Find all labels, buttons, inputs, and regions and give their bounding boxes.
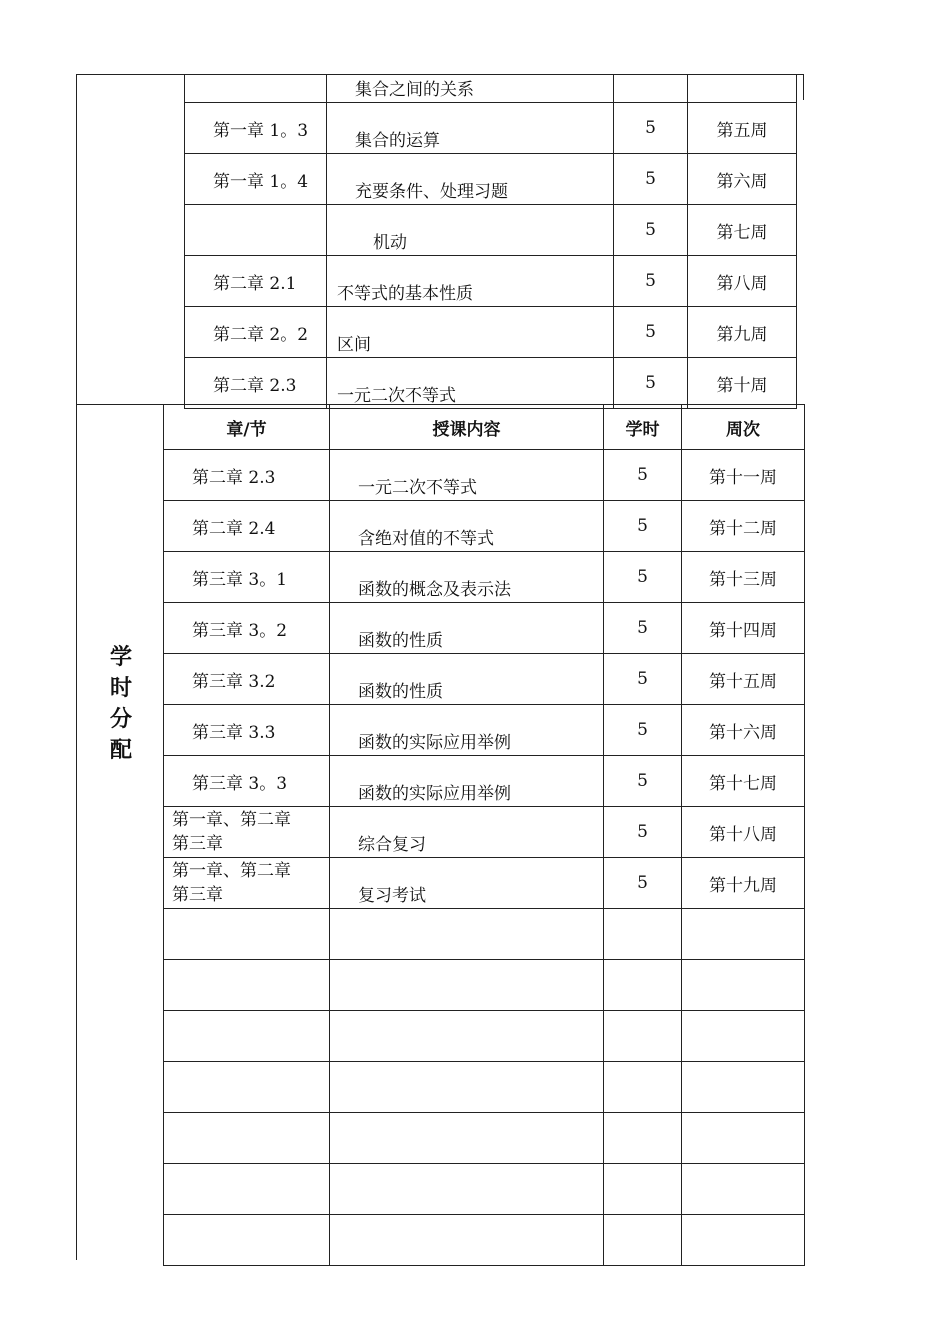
- cell-week: 第十七周: [682, 756, 805, 807]
- cell-chapter: 第一章 1。4: [185, 154, 327, 205]
- cell-chapter: 第三章 3。1: [164, 552, 330, 603]
- cell-week: 第九周: [688, 307, 797, 358]
- cell-chapter: 第二章 2.3: [185, 358, 327, 409]
- top-right-stub-vertical: [803, 74, 804, 100]
- cell-week: [682, 1164, 805, 1215]
- table-row: [164, 1113, 805, 1164]
- cell-hours: 5: [604, 858, 682, 909]
- cell-week: 第十四周: [682, 603, 805, 654]
- cell-week: 第五周: [688, 103, 797, 154]
- table-row: [164, 858, 805, 909]
- cell-chapter: [164, 1062, 330, 1113]
- table-row: [185, 358, 797, 409]
- table-row: [164, 501, 805, 552]
- table-row: [164, 603, 805, 654]
- cell-topic: 机动: [327, 205, 614, 256]
- cell-topic: 含绝对值的不等式: [330, 501, 604, 552]
- table-row: [185, 75, 797, 103]
- cell-chapter: [185, 75, 327, 103]
- cell-chapter: [164, 1011, 330, 1062]
- cell-topic: 一元二次不等式: [330, 450, 604, 501]
- cell-chapter: [185, 205, 327, 256]
- cell-topic: 一元二次不等式: [327, 358, 614, 409]
- cell-chapter: [164, 960, 330, 1011]
- cell-chapter: [164, 807, 330, 858]
- cell-topic: 函数的性质: [330, 654, 604, 705]
- cell-week: 第十二周: [682, 501, 805, 552]
- chapter-line: 第一章、第二章: [172, 861, 291, 881]
- cell-hours: 5: [604, 705, 682, 756]
- header-chapter: 章/节: [164, 405, 330, 450]
- cell-week: [682, 1011, 805, 1062]
- table-row: [185, 205, 797, 256]
- cell-topic: 函数的概念及表示法: [330, 552, 604, 603]
- cell-week: [688, 75, 797, 103]
- cell-week: [682, 909, 805, 960]
- cell-hours: [604, 1011, 682, 1062]
- cell-chapter: 第三章 3。2: [164, 603, 330, 654]
- cell-hours: 5: [604, 501, 682, 552]
- cell-topic: [330, 1113, 604, 1164]
- cell-hours: 5: [614, 154, 688, 205]
- table-row: [185, 103, 797, 154]
- table-row: [185, 307, 797, 358]
- table-row: [164, 450, 805, 501]
- cell-chapter: [164, 1164, 330, 1215]
- cell-hours: [604, 1215, 682, 1266]
- cell-topic: 充要条件、处理习题: [327, 154, 614, 205]
- table-row: [164, 705, 805, 756]
- table-row: [164, 654, 805, 705]
- cell-topic: [330, 1011, 604, 1062]
- cell-chapter: 第三章 3.3: [164, 705, 330, 756]
- cell-topic: 综合复习: [330, 807, 604, 858]
- cell-hours: [604, 960, 682, 1011]
- cell-topic: 函数的实际应用举例: [330, 756, 604, 807]
- cell-chapter: 第二章 2.1: [185, 256, 327, 307]
- header-topic: 授课内容: [330, 405, 604, 450]
- cell-topic: 区间: [327, 307, 614, 358]
- cell-week: 第十五周: [682, 654, 805, 705]
- cell-topic: [330, 909, 604, 960]
- cell-chapter: 第二章 2.4: [164, 501, 330, 552]
- cell-topic: 集合之间的关系: [327, 75, 614, 103]
- table-row: [164, 756, 805, 807]
- header-row: [164, 405, 805, 450]
- cell-hours: 5: [614, 358, 688, 409]
- cell-week: [682, 1215, 805, 1266]
- table-row: [185, 154, 797, 205]
- cell-topic: [330, 1062, 604, 1113]
- cell-hours: 5: [604, 450, 682, 501]
- cell-hours: [604, 909, 682, 960]
- cell-hours: 5: [614, 307, 688, 358]
- chapter-line: 第三章: [172, 885, 223, 905]
- cell-hours: 5: [604, 603, 682, 654]
- cell-chapter: [164, 1215, 330, 1266]
- cell-week: 第十九周: [682, 858, 805, 909]
- cell-chapter: [164, 1113, 330, 1164]
- cell-chapter: [164, 909, 330, 960]
- header-hours: 学时: [604, 405, 682, 450]
- cell-chapter: 第二章 2。2: [185, 307, 327, 358]
- cell-week: 第六周: [688, 154, 797, 205]
- cell-topic: 复习考试: [330, 858, 604, 909]
- table-row: [164, 1011, 805, 1062]
- outer-top-border: [76, 74, 186, 75]
- chapter-line: 第三章: [172, 834, 223, 854]
- cell-chapter: 第三章 3。3: [164, 756, 330, 807]
- cell-week: 第十六周: [682, 705, 805, 756]
- cell-hours: 5: [604, 756, 682, 807]
- table-row: [185, 256, 797, 307]
- table-row: [164, 1062, 805, 1113]
- cell-week: 第十三周: [682, 552, 805, 603]
- cell-hours: 5: [604, 654, 682, 705]
- cell-hours: [604, 1164, 682, 1215]
- cell-hours: 5: [604, 807, 682, 858]
- cell-topic: [330, 960, 604, 1011]
- cell-hours: 5: [604, 552, 682, 603]
- cell-topic: 不等式的基本性质: [327, 256, 614, 307]
- cell-hours: [614, 75, 688, 103]
- cell-hours: 5: [614, 103, 688, 154]
- cell-week: 第七周: [688, 205, 797, 256]
- side-label-xueshi-fenpei: 学 时 分 配: [109, 645, 132, 763]
- cell-week: [682, 1113, 805, 1164]
- cell-chapter: [164, 858, 330, 909]
- schedule-table-top: [184, 74, 797, 409]
- cell-week: [682, 1062, 805, 1113]
- side-label-cell: [76, 404, 164, 1260]
- cell-hours: [604, 1062, 682, 1113]
- chapter-line: 第一章、第二章: [172, 810, 291, 830]
- cell-hours: 5: [614, 256, 688, 307]
- cell-week: 第十周: [688, 358, 797, 409]
- cell-topic: [330, 1215, 604, 1266]
- cell-chapter: 第一章 1。3: [185, 103, 327, 154]
- header-week: 周次: [682, 405, 805, 450]
- schedule-table-bottom: [163, 404, 805, 1266]
- cell-week: 第八周: [688, 256, 797, 307]
- cell-chapter: 第三章 3.2: [164, 654, 330, 705]
- table-row: [164, 1215, 805, 1266]
- cell-hours: [604, 1113, 682, 1164]
- table-row: [164, 552, 805, 603]
- cell-topic: 集合的运算: [327, 103, 614, 154]
- cell-week: 第十八周: [682, 807, 805, 858]
- table-row: [164, 1164, 805, 1215]
- cell-hours: 5: [614, 205, 688, 256]
- cell-week: 第十一周: [682, 450, 805, 501]
- table-row: [164, 960, 805, 1011]
- cell-chapter: 第二章 2.3: [164, 450, 330, 501]
- cell-topic: 函数的实际应用举例: [330, 705, 604, 756]
- cell-week: [682, 960, 805, 1011]
- cell-topic: [330, 1164, 604, 1215]
- table-row: [164, 807, 805, 858]
- cell-topic: 函数的性质: [330, 603, 604, 654]
- table-row: [164, 909, 805, 960]
